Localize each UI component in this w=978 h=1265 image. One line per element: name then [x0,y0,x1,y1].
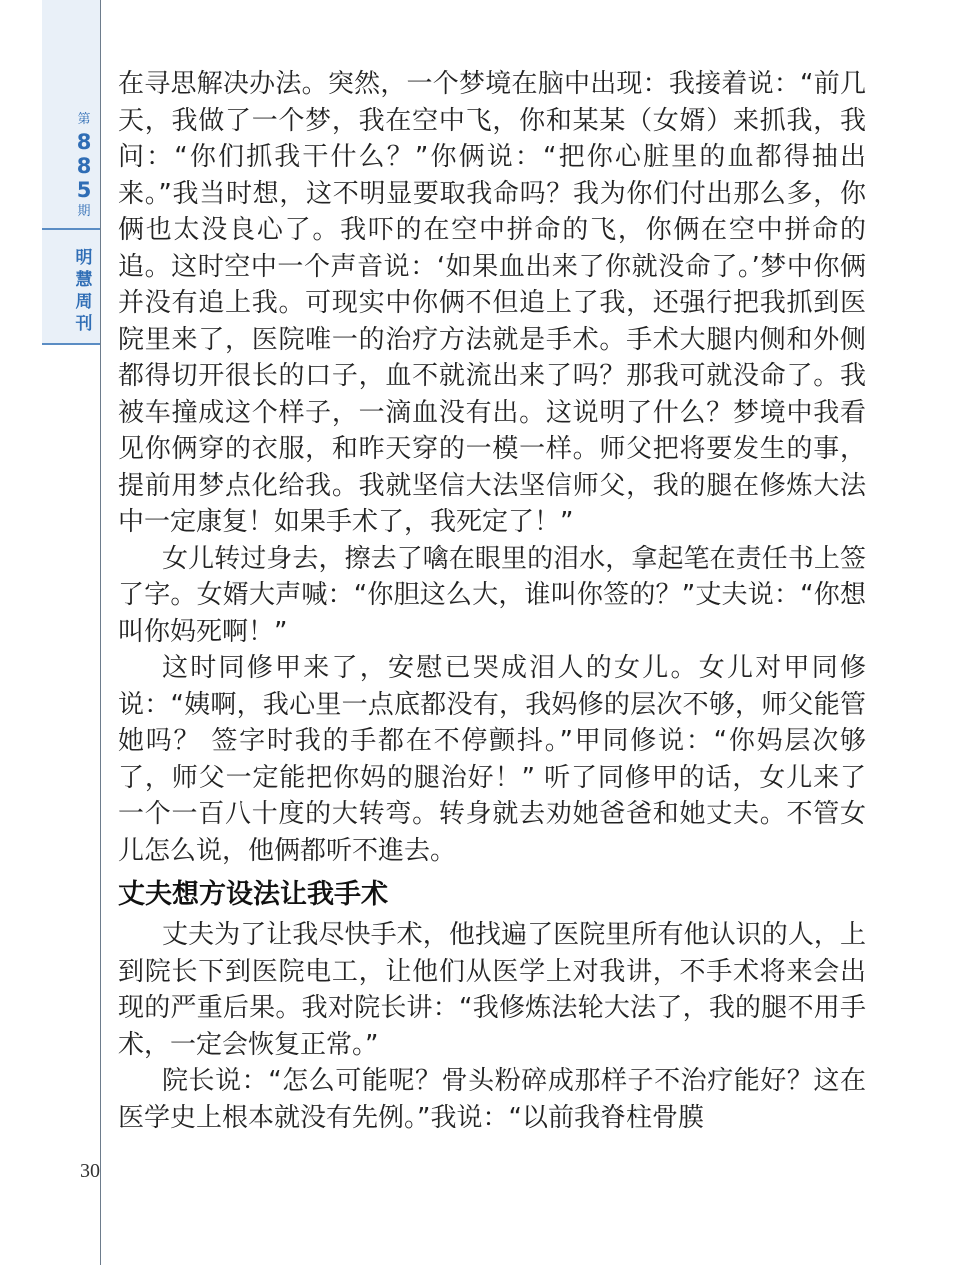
article-body [118,66,866,1136]
issue-prefix: 第 [77,112,91,127]
journal-char: 慧 [75,270,93,290]
issue-number [62,110,106,222]
sidebar-divider-bottom [42,343,100,345]
journal-char: 明 [75,248,93,268]
page-number: 30 [80,1160,100,1182]
sidebar-divider-top [42,228,100,230]
journal-name [62,247,106,335]
issue-digit: 8 [76,130,92,154]
paragraph: 院长说：“怎么可能呢？骨头粉碎成那样子不治疗能好？这在医学史上根本就没有先例。”我说：“以前我脊柱骨膜 [118,1066,866,1133]
paragraph: 丈夫为了让我尽快手术，他找遍了医院里所有他认识的人，上到院长下到医院电工，让他们从医学上对我讲，不手术将来会出现的严重后果。我对院长讲：“我修炼法轮大法了，我的腿不用手术，一定会恢复正常。” [118,920,866,1060]
journal-char: 刊 [75,314,93,334]
issue-suffix: 期 [77,204,91,219]
paragraph: 女儿转过身去，擦去了噙在眼里的泪水，拿起笔在责任书上签了字。女婿大声喊：“你胆这么大，谁叫你签的？”丈夫说：“你想叫你妈死啊！” [118,543,866,647]
paragraph: 在寻思解决办法。突然，一个梦境在脑中出现：我接着说：“前几天，我做了一个梦，我在空中飞，你和某某（女婿）来抓我，我问：“你们抓我干什么？”你俩说：“把你心脏里的血都得抽出来。”我当时想，这不明显要取我命吗？我为你们付出那么多，你俩也太没良心了。我吓的在空中拼命的飞，你俩在空中拼命的追。这时空中一个声音说：‘如果血出来了你就没命了。’梦中你俩并没有追上我。可现实中你俩不但追上了我，还强行把我抓到医院里来了，医院唯一的治疗方法就是手术。手术大腿内侧和外侧都得切开很长的口子，血不就流出来了吗？那我可就没命了。我被车撞成这个样子，一滴血没有出。这说明了什么？梦境中我看见你俩穿的衣服，和昨天穿的一模一样。师父把将要发生的事，提前用梦点化给我。我就坚信大法坚信师父，我的腿在修炼大法中一定康复！如果手术了，我死定了！” [118,69,866,537]
journal-char: 周 [75,292,93,312]
paragraph: 这时同修甲来了，安慰已哭成泪人的女儿。女儿对甲同修说：“姨啊，我心里一点底都没有，我妈修的层次不够，师父能管她吗？ 签字时我的手都在不停颤抖。”甲同修说：“你妈层次够了，师父一定能把你妈的腿治好！” 听了同修甲的话，女儿来了一个一百八十度的大转弯。转身就去劝她爸爸和她丈夫。不管女儿怎么说，他俩都听不進去。 [118,653,866,866]
section-heading: 丈夫想方设法让我手术 [118,879,388,910]
issue-digit: 8 [76,154,92,178]
issue-digit: 5 [76,178,92,202]
